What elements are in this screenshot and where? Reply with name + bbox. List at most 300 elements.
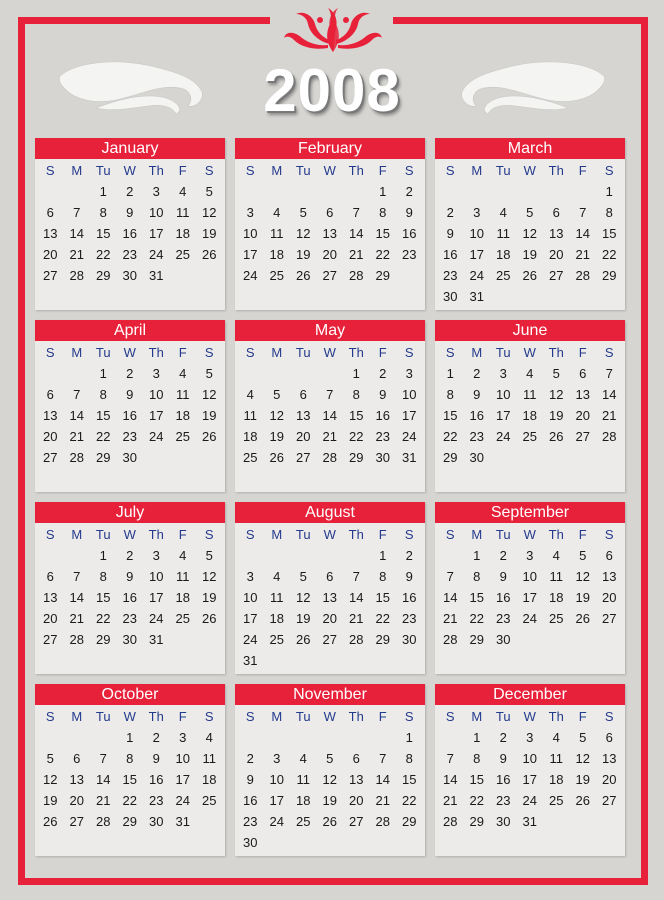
week-row — [37, 265, 223, 286]
day-cell: 29 — [122, 814, 137, 829]
day-cell: 10 — [243, 590, 258, 605]
day-cell: 22 — [402, 793, 417, 808]
weekday-label: F — [378, 527, 387, 542]
day-cell: 11 — [296, 772, 310, 787]
day-cell: 26 — [575, 611, 590, 626]
day-cell: 17 — [243, 611, 258, 626]
month-panel-december — [435, 684, 625, 856]
weekday-label: F — [178, 345, 187, 360]
weekday-label: W — [323, 527, 336, 542]
weekday-label: F — [378, 709, 387, 724]
day-cell: 11 — [496, 226, 510, 241]
weekday-header-row — [237, 342, 423, 363]
day-cell: 25 — [202, 793, 217, 808]
weekday-label: Tu — [95, 345, 111, 360]
weekday-label: M — [471, 709, 483, 724]
day-cell: 22 — [443, 429, 458, 444]
week-row — [237, 363, 423, 384]
day-cell: 31 — [402, 450, 417, 465]
day-cell: 9 — [126, 569, 134, 584]
week-row — [37, 223, 223, 244]
year-title: 2008 — [263, 57, 401, 124]
day-cell: 15 — [469, 772, 484, 787]
day-cell: 13 — [43, 590, 58, 605]
day-cell: 17 — [469, 247, 484, 262]
day-cell: 13 — [322, 226, 337, 241]
weekday-label: S — [445, 527, 455, 542]
day-cell: 20 — [349, 793, 364, 808]
day-cell: 21 — [69, 611, 84, 626]
day-cell: 14 — [602, 387, 617, 402]
day-cell: 22 — [602, 247, 617, 262]
day-cell: 13 — [349, 772, 364, 787]
weekday-label: S — [245, 345, 255, 360]
day-cell: 10 — [269, 772, 284, 787]
day-cell: 28 — [443, 632, 458, 647]
day-cell: 27 — [602, 611, 617, 626]
day-cell: 2 — [126, 548, 134, 563]
day-cell: 5 — [299, 569, 307, 584]
day-cell: 20 — [69, 793, 84, 808]
day-cell: 30 — [496, 632, 511, 647]
day-cell: 30 — [375, 450, 390, 465]
weekday-label: W — [323, 709, 336, 724]
week-row — [437, 202, 623, 223]
day-cell: 23 — [402, 611, 417, 626]
weekday-label: Th — [348, 345, 364, 360]
day-cell: 24 — [175, 793, 190, 808]
day-cell: 27 — [549, 268, 564, 283]
month-title: July — [35, 502, 225, 523]
day-cell: 4 — [552, 730, 560, 745]
day-cell: 15 — [349, 408, 364, 423]
weekday-header-row — [437, 342, 623, 363]
weekday-label: F — [178, 709, 187, 724]
day-cell: 20 — [296, 429, 311, 444]
day-cell: 9 — [473, 387, 481, 402]
day-cell: 8 — [126, 751, 134, 766]
day-cell: 12 — [322, 772, 337, 787]
weekday-label: M — [471, 163, 483, 178]
week-row — [37, 629, 223, 650]
day-cell: 20 — [322, 247, 337, 262]
day-cell: 5 — [205, 184, 213, 199]
day-cell: 24 — [496, 429, 511, 444]
day-cell: 27 — [322, 268, 337, 283]
week-row — [437, 545, 623, 566]
day-cell: 16 — [443, 247, 458, 262]
weekday-label: Tu — [95, 527, 111, 542]
day-cell: 27 — [602, 793, 617, 808]
weekday-label: S — [45, 527, 55, 542]
day-cell: 30 — [243, 835, 258, 850]
day-cell: 6 — [299, 387, 307, 402]
week-row — [237, 426, 423, 447]
day-cell: 22 — [122, 793, 137, 808]
day-cell: 25 — [496, 268, 511, 283]
day-cell: 23 — [122, 247, 137, 262]
day-cell: 2 — [126, 366, 134, 381]
weekday-header-row — [237, 706, 423, 727]
day-cell: 19 — [202, 590, 217, 605]
weekday-label: Tu — [495, 527, 511, 542]
week-row — [437, 426, 623, 447]
day-cell: 9 — [499, 751, 507, 766]
day-cell: 30 — [496, 814, 511, 829]
day-cell: 8 — [99, 205, 107, 220]
weekday-label: F — [578, 345, 587, 360]
day-cell: 26 — [296, 268, 311, 283]
week-row — [237, 384, 423, 405]
day-cell: 21 — [375, 793, 390, 808]
day-cell: 1 — [99, 548, 107, 563]
weekday-label: S — [245, 709, 255, 724]
day-cell: 7 — [352, 205, 360, 220]
week-row — [37, 566, 223, 587]
day-cell: 4 — [552, 548, 560, 563]
day-cell: 12 — [575, 569, 590, 584]
day-cell: 20 — [322, 611, 337, 626]
week-row — [37, 181, 223, 202]
day-cell: 17 — [402, 408, 417, 423]
weekday-label: S — [445, 709, 455, 724]
day-cell: 16 — [149, 772, 164, 787]
day-cell: 30 — [402, 632, 417, 647]
day-cell: 13 — [69, 772, 84, 787]
day-cell: 23 — [496, 793, 511, 808]
day-cell: 4 — [499, 205, 507, 220]
day-cell: 23 — [243, 814, 258, 829]
day-cell: 12 — [522, 226, 537, 241]
week-row — [37, 363, 223, 384]
week-row — [237, 650, 423, 671]
day-cell: 3 — [526, 730, 534, 745]
weekday-label: Tu — [495, 345, 511, 360]
day-cell: 7 — [379, 751, 387, 766]
month-title: February — [235, 138, 425, 159]
day-cell: 7 — [446, 751, 454, 766]
day-cell: 11 — [270, 226, 284, 241]
day-cell: 18 — [549, 772, 564, 787]
day-cell: 22 — [96, 429, 111, 444]
day-cell: 2 — [152, 730, 160, 745]
day-cell: 14 — [443, 590, 458, 605]
week-row — [237, 748, 423, 769]
day-cell: 1 — [446, 366, 454, 381]
day-cell: 17 — [269, 793, 284, 808]
day-cell: 19 — [43, 793, 58, 808]
day-cell: 5 — [299, 205, 307, 220]
day-cell: 5 — [552, 366, 560, 381]
day-cell: 6 — [552, 205, 560, 220]
swirl-right-icon — [458, 56, 608, 116]
week-row — [37, 426, 223, 447]
day-cell: 28 — [375, 814, 390, 829]
day-cell: 15 — [443, 408, 458, 423]
weekday-label: W — [123, 527, 136, 542]
weekday-label: S — [45, 345, 55, 360]
weekday-label: Th — [148, 345, 164, 360]
day-cell: 6 — [326, 205, 334, 220]
day-cell: 9 — [246, 772, 254, 787]
day-cell: 13 — [549, 226, 564, 241]
weekday-label: Tu — [95, 709, 111, 724]
day-cell: 19 — [296, 611, 311, 626]
day-cell: 25 — [269, 632, 284, 647]
week-row — [437, 790, 623, 811]
day-cell: 27 — [43, 450, 58, 465]
day-cell: 15 — [375, 590, 390, 605]
day-cell: 18 — [175, 590, 190, 605]
day-cell: 15 — [402, 772, 417, 787]
day-cell: 7 — [99, 751, 107, 766]
day-cell: 30 — [122, 268, 137, 283]
day-cell: 22 — [469, 793, 484, 808]
day-cell: 27 — [575, 429, 590, 444]
week-row — [437, 727, 623, 748]
day-cell: 1 — [352, 366, 360, 381]
day-cell: 11 — [549, 751, 563, 766]
day-cell: 10 — [149, 569, 164, 584]
day-cell: 16 — [122, 226, 137, 241]
day-cell: 15 — [96, 408, 111, 423]
month-panel-may — [235, 320, 425, 492]
weekday-header-row — [437, 706, 623, 727]
weekday-label: F — [378, 163, 387, 178]
day-cell: 14 — [69, 226, 84, 241]
day-cell: 29 — [402, 814, 417, 829]
week-row — [437, 384, 623, 405]
week-row — [437, 587, 623, 608]
day-cell: 30 — [122, 632, 137, 647]
day-cell: 17 — [149, 226, 164, 241]
day-cell: 13 — [602, 569, 617, 584]
day-cell: 8 — [605, 205, 613, 220]
day-cell: 10 — [243, 226, 258, 241]
day-cell: 7 — [446, 569, 454, 584]
day-cell: 26 — [43, 814, 58, 829]
day-cell: 8 — [405, 751, 413, 766]
day-cell: 11 — [523, 387, 537, 402]
day-cell: 31 — [243, 653, 258, 668]
day-cell: 7 — [579, 205, 587, 220]
day-cell: 14 — [575, 226, 590, 241]
day-cell: 5 — [326, 751, 334, 766]
weekday-label: S — [445, 345, 455, 360]
day-cell: 16 — [122, 590, 137, 605]
day-cell: 8 — [473, 569, 481, 584]
day-cell: 5 — [205, 366, 213, 381]
weekday-label: M — [271, 527, 283, 542]
week-row — [37, 447, 223, 468]
week-row — [237, 587, 423, 608]
day-cell: 18 — [175, 226, 190, 241]
day-cell: 24 — [522, 611, 537, 626]
day-cell: 30 — [149, 814, 164, 829]
weekday-label: F — [578, 163, 587, 178]
weekday-label: S — [204, 527, 214, 542]
month-panel-august — [235, 502, 425, 674]
day-cell: 27 — [43, 268, 58, 283]
day-cell: 14 — [322, 408, 337, 423]
week-row — [437, 748, 623, 769]
month-panel-june — [435, 320, 625, 492]
day-cell: 1 — [379, 548, 387, 563]
day-cell: 6 — [605, 548, 613, 563]
day-cell: 23 — [443, 268, 458, 283]
day-cell: 11 — [549, 569, 563, 584]
weekday-label: F — [378, 345, 387, 360]
day-cell: 24 — [243, 632, 258, 647]
flourish-ornament-icon — [280, 4, 386, 54]
day-cell: 15 — [96, 226, 111, 241]
week-row — [437, 265, 623, 286]
day-cell: 28 — [602, 429, 617, 444]
week-row — [437, 447, 623, 468]
week-row — [437, 769, 623, 790]
weekday-label: S — [445, 163, 455, 178]
day-cell: 9 — [446, 226, 454, 241]
day-cell: 31 — [175, 814, 190, 829]
month-title: May — [235, 320, 425, 341]
day-cell: 6 — [46, 569, 54, 584]
day-cell: 30 — [122, 450, 137, 465]
month-title: November — [235, 684, 425, 705]
day-cell: 1 — [99, 366, 107, 381]
weekday-label: Th — [548, 345, 564, 360]
month-title: August — [235, 502, 425, 523]
day-cell: 4 — [179, 548, 187, 563]
week-row — [237, 608, 423, 629]
day-cell: 10 — [522, 569, 537, 584]
day-cell: 8 — [99, 569, 107, 584]
weekday-header-row — [237, 524, 423, 545]
weekday-label: S — [245, 163, 255, 178]
month-panel-april — [35, 320, 225, 492]
day-cell: 31 — [522, 814, 537, 829]
week-row — [237, 629, 423, 650]
day-cell: 13 — [322, 590, 337, 605]
day-cell: 7 — [73, 569, 81, 584]
day-cell: 30 — [469, 450, 484, 465]
day-cell: 8 — [379, 569, 387, 584]
day-cell: 25 — [243, 450, 258, 465]
day-cell: 22 — [375, 611, 390, 626]
day-cell: 14 — [443, 772, 458, 787]
week-row — [37, 769, 223, 790]
day-cell: 14 — [349, 226, 364, 241]
day-cell: 9 — [152, 751, 160, 766]
day-cell: 27 — [349, 814, 364, 829]
day-cell: 21 — [349, 247, 364, 262]
weekday-label: Th — [348, 163, 364, 178]
weekday-label: M — [271, 709, 283, 724]
day-cell: 4 — [273, 569, 281, 584]
day-cell: 3 — [246, 205, 254, 220]
month-panel-january — [35, 138, 225, 310]
week-row — [437, 223, 623, 244]
day-cell: 21 — [602, 408, 617, 423]
weekday-label: W — [523, 345, 536, 360]
week-row — [37, 244, 223, 265]
day-cell: 25 — [175, 611, 190, 626]
weekday-label: M — [71, 709, 83, 724]
day-cell: 11 — [270, 590, 284, 605]
day-cell: 23 — [122, 429, 137, 444]
day-cell: 21 — [443, 793, 458, 808]
day-cell: 3 — [405, 366, 413, 381]
weekday-label: M — [271, 345, 283, 360]
day-cell: 16 — [496, 590, 511, 605]
day-cell: 15 — [122, 772, 137, 787]
day-cell: 21 — [96, 793, 111, 808]
day-cell: 8 — [99, 387, 107, 402]
day-cell: 19 — [575, 772, 590, 787]
day-cell: 3 — [499, 366, 507, 381]
day-cell: 9 — [499, 569, 507, 584]
day-cell: 26 — [202, 611, 217, 626]
day-cell: 23 — [122, 611, 137, 626]
week-row — [37, 202, 223, 223]
day-cell: 3 — [152, 366, 160, 381]
day-cell: 20 — [549, 247, 564, 262]
week-row — [37, 545, 223, 566]
day-cell: 1 — [99, 184, 107, 199]
weekday-label: S — [45, 163, 55, 178]
day-cell: 25 — [549, 793, 564, 808]
frame-bottom — [18, 878, 648, 885]
day-cell: 22 — [96, 611, 111, 626]
weekday-header-row — [37, 160, 223, 181]
day-cell: 21 — [575, 247, 590, 262]
day-cell: 26 — [549, 429, 564, 444]
day-cell: 8 — [379, 205, 387, 220]
day-cell: 4 — [273, 205, 281, 220]
weekday-label: S — [604, 709, 614, 724]
day-cell: 19 — [296, 247, 311, 262]
day-cell: 25 — [522, 429, 537, 444]
month-panel-october — [35, 684, 225, 856]
weekday-label: S — [604, 527, 614, 542]
month-panel-march — [435, 138, 625, 310]
day-cell: 1 — [379, 184, 387, 199]
week-row — [37, 748, 223, 769]
day-cell: 15 — [96, 590, 111, 605]
week-row — [237, 811, 423, 832]
frame-left — [18, 17, 25, 885]
weekday-header-row — [37, 524, 223, 545]
day-cell: 16 — [469, 408, 484, 423]
frame-top-right — [393, 17, 648, 24]
week-row — [437, 286, 623, 307]
week-row — [237, 265, 423, 286]
day-cell: 20 — [43, 611, 58, 626]
month-panel-july — [35, 502, 225, 674]
day-cell: 25 — [296, 814, 311, 829]
day-cell: 26 — [202, 247, 217, 262]
day-cell: 25 — [175, 247, 190, 262]
weekday-label: M — [471, 527, 483, 542]
week-row — [237, 790, 423, 811]
day-cell: 18 — [296, 793, 311, 808]
day-cell: 23 — [496, 611, 511, 626]
day-cell: 22 — [96, 247, 111, 262]
week-row — [437, 566, 623, 587]
day-cell: 11 — [202, 751, 216, 766]
day-cell: 12 — [296, 226, 311, 241]
day-cell: 4 — [179, 366, 187, 381]
day-cell: 14 — [349, 590, 364, 605]
